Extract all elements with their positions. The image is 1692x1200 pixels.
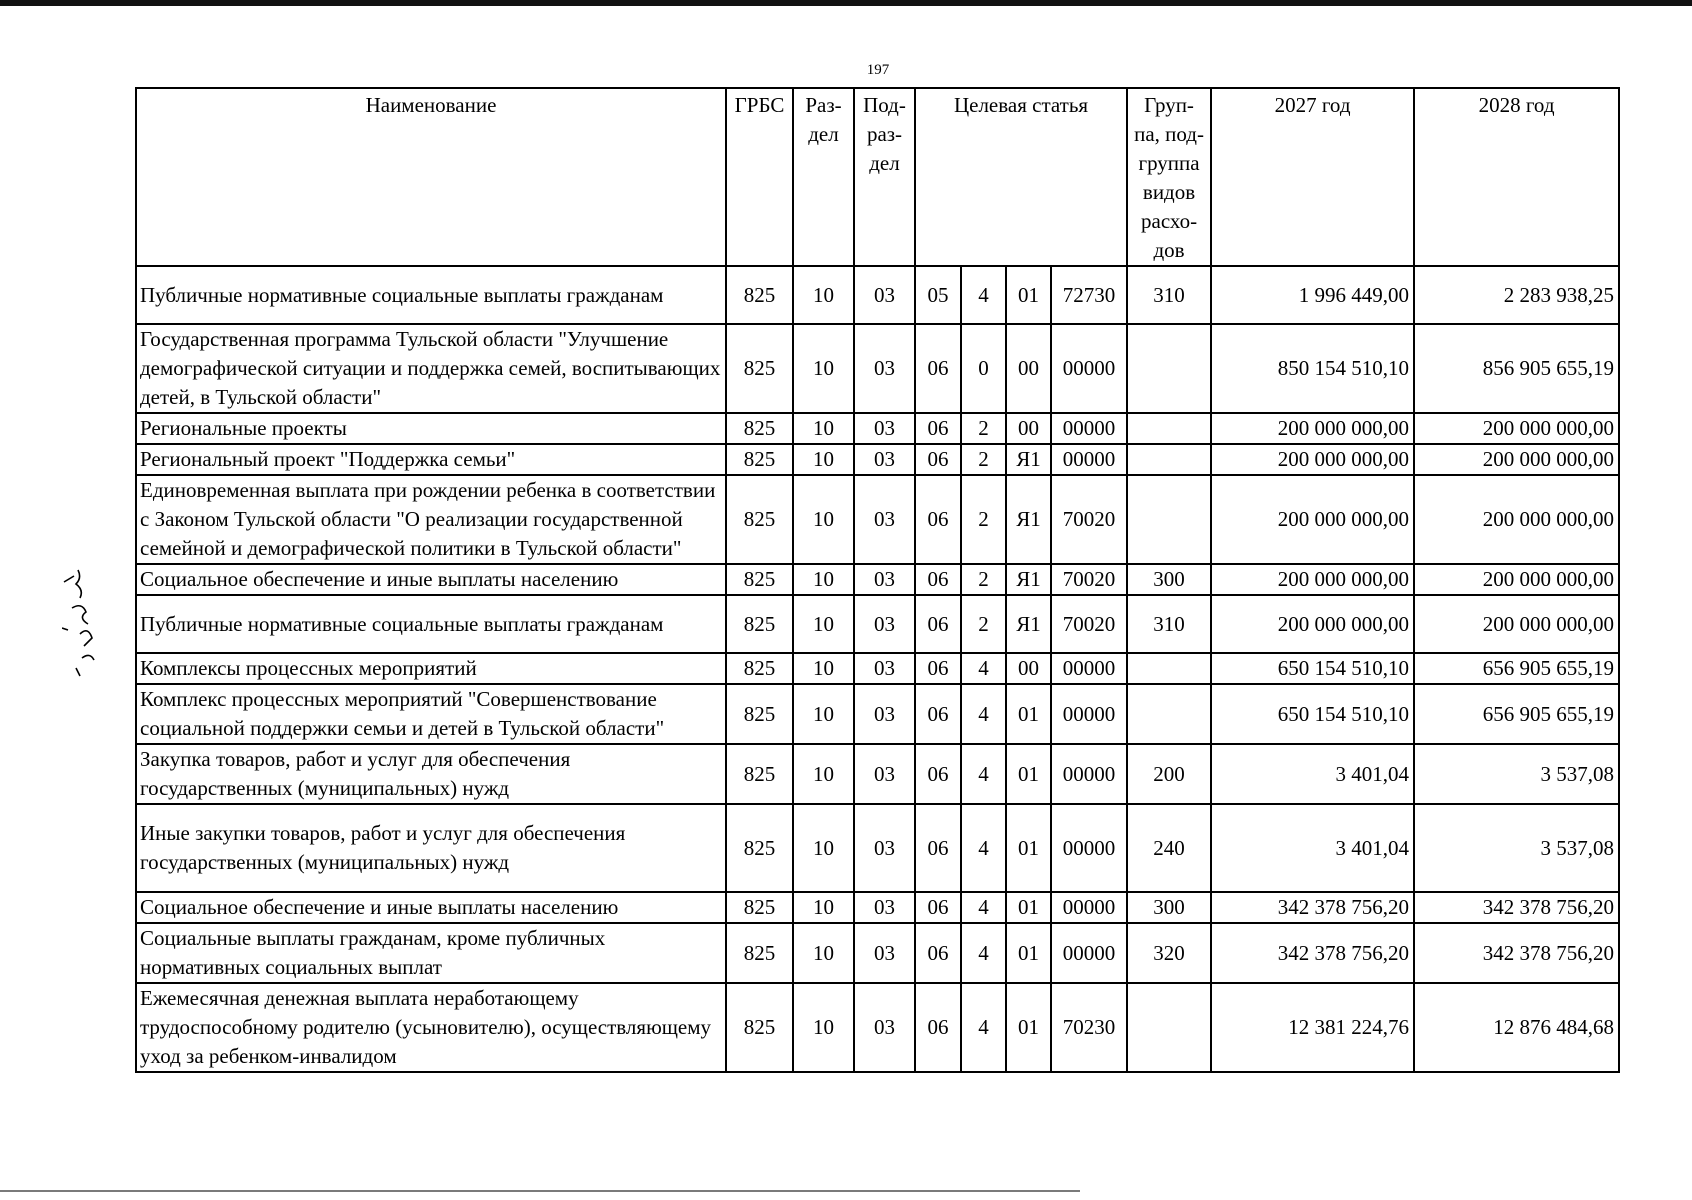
cell-name: Социальное обеспечение и иные выплаты населению: [136, 564, 726, 595]
cell-expense-group: [1127, 983, 1211, 1072]
cell-target-subprogram: Я1: [1006, 595, 1051, 653]
cell-target-type: 4: [961, 892, 1006, 923]
cell-2028: 12 876 484,68: [1414, 983, 1619, 1072]
cell-razdel: 10: [793, 892, 854, 923]
cell-2028: 3 537,08: [1414, 744, 1619, 804]
cell-name: Иные закупки товаров, работ и услуг для обеспечения государственных (муниципальных) нужд: [136, 804, 726, 892]
cell-target-type: 2: [961, 595, 1006, 653]
cell-target-program: 06: [915, 324, 961, 413]
cell-2027: 342 378 756,20: [1211, 892, 1414, 923]
cell-name: Государственная программа Тульской области "Улучшение демографической ситуации и поддержка семей, воспитывающих детей, в Тульской области": [136, 324, 726, 413]
cell-target-subprogram: 01: [1006, 804, 1051, 892]
table-row: [136, 413, 1619, 444]
cell-target-direction: 70230: [1051, 983, 1127, 1072]
cell-podrazdel: 03: [854, 653, 915, 684]
cell-target-direction: 70020: [1051, 564, 1127, 595]
cell-target-subprogram: Я1: [1006, 564, 1051, 595]
cell-target-direction: 00000: [1051, 653, 1127, 684]
cell-expense-group: [1127, 413, 1211, 444]
table-row: [136, 804, 1619, 892]
cell-razdel: 10: [793, 595, 854, 653]
cell-expense-group: [1127, 444, 1211, 475]
table-header-row: [136, 88, 1619, 266]
cell-grbs: 825: [726, 595, 793, 653]
table-row: [136, 983, 1619, 1072]
cell-razdel: 10: [793, 744, 854, 804]
cell-grbs: 825: [726, 475, 793, 564]
cell-podrazdel: 03: [854, 266, 915, 324]
cell-razdel: 10: [793, 653, 854, 684]
cell-target-program: 06: [915, 923, 961, 983]
cell-target-subprogram: 01: [1006, 744, 1051, 804]
table-row: [136, 892, 1619, 923]
cell-target-type: 2: [961, 564, 1006, 595]
cell-target-subprogram: Я1: [1006, 444, 1051, 475]
cell-2028: 2 283 938,25: [1414, 266, 1619, 324]
cell-2027: 650 154 510,10: [1211, 684, 1414, 744]
cell-target-subprogram: 01: [1006, 684, 1051, 744]
cell-2027: 200 000 000,00: [1211, 595, 1414, 653]
cell-name: Комплекс процессных мероприятий "Совершенствование социальной поддержки семьи и детей в Тульской области": [136, 684, 726, 744]
cell-grbs: 825: [726, 983, 793, 1072]
cell-podrazdel: 03: [854, 684, 915, 744]
cell-podrazdel: 03: [854, 475, 915, 564]
header-name: Наименование: [136, 88, 726, 266]
table-row: [136, 923, 1619, 983]
cell-target-program: 06: [915, 413, 961, 444]
cell-2028: 656 905 655,19: [1414, 653, 1619, 684]
cell-target-type: 2: [961, 444, 1006, 475]
cell-expense-group: 300: [1127, 564, 1211, 595]
cell-2027: 200 000 000,00: [1211, 444, 1414, 475]
cell-target-type: 4: [961, 923, 1006, 983]
cell-2028: 342 378 756,20: [1414, 892, 1619, 923]
cell-2028: 200 000 000,00: [1414, 564, 1619, 595]
cell-razdel: 10: [793, 684, 854, 744]
cell-podrazdel: 03: [854, 892, 915, 923]
cell-target-subprogram: 01: [1006, 923, 1051, 983]
cell-target-subprogram: 01: [1006, 892, 1051, 923]
cell-target-direction: 70020: [1051, 475, 1127, 564]
cell-podrazdel: 03: [854, 923, 915, 983]
cell-2027: 650 154 510,10: [1211, 653, 1414, 684]
cell-grbs: 825: [726, 923, 793, 983]
table-row: [136, 324, 1619, 413]
cell-name: Публичные нормативные социальные выплаты гражданам: [136, 266, 726, 324]
table-row: [136, 595, 1619, 653]
cell-target-program: 05: [915, 266, 961, 324]
cell-target-type: 4: [961, 804, 1006, 892]
cell-target-subprogram: 00: [1006, 413, 1051, 444]
cell-grbs: 825: [726, 892, 793, 923]
cell-grbs: 825: [726, 444, 793, 475]
cell-target-program: 06: [915, 595, 961, 653]
table-row: [136, 744, 1619, 804]
cell-podrazdel: 03: [854, 744, 915, 804]
cell-razdel: 10: [793, 413, 854, 444]
cell-target-type: 4: [961, 266, 1006, 324]
cell-target-direction: 00000: [1051, 892, 1127, 923]
cell-razdel: 10: [793, 324, 854, 413]
cell-expense-group: 240: [1127, 804, 1211, 892]
cell-2028: 200 000 000,00: [1414, 444, 1619, 475]
cell-target-program: 06: [915, 564, 961, 595]
cell-podrazdel: 03: [854, 324, 915, 413]
cell-name: Социальное обеспечение и иные выплаты населению: [136, 892, 726, 923]
cell-target-direction: 00000: [1051, 744, 1127, 804]
cell-expense-group: 320: [1127, 923, 1211, 983]
cell-2027: 200 000 000,00: [1211, 564, 1414, 595]
header-2027: 2027 год: [1211, 88, 1414, 266]
cell-2028: 200 000 000,00: [1414, 413, 1619, 444]
table-row: [136, 653, 1619, 684]
cell-podrazdel: 03: [854, 564, 915, 595]
table-row: [136, 564, 1619, 595]
cell-target-program: 06: [915, 444, 961, 475]
cell-podrazdel: 03: [854, 595, 915, 653]
cell-target-direction: 00000: [1051, 804, 1127, 892]
page-number: 197: [866, 62, 890, 78]
cell-2028: 342 378 756,20: [1414, 923, 1619, 983]
budget-table: [135, 87, 1620, 1073]
cell-2028: 3 537,08: [1414, 804, 1619, 892]
cell-target-direction: 00000: [1051, 684, 1127, 744]
cell-2027: 342 378 756,20: [1211, 923, 1414, 983]
cell-2028: 656 905 655,19: [1414, 684, 1619, 744]
cell-expense-group: 310: [1127, 266, 1211, 324]
cell-expense-group: [1127, 684, 1211, 744]
cell-2027: 12 381 224,76: [1211, 983, 1414, 1072]
cell-target-direction: 00000: [1051, 923, 1127, 983]
cell-target-program: 06: [915, 653, 961, 684]
cell-grbs: 825: [726, 744, 793, 804]
cell-razdel: 10: [793, 444, 854, 475]
cell-razdel: 10: [793, 475, 854, 564]
cell-target-subprogram: Я1: [1006, 475, 1051, 564]
cell-target-direction: 00000: [1051, 413, 1127, 444]
cell-expense-group: [1127, 475, 1211, 564]
cell-target-type: 2: [961, 413, 1006, 444]
cell-expense-group: [1127, 324, 1211, 413]
cell-podrazdel: 03: [854, 804, 915, 892]
cell-podrazdel: 03: [854, 444, 915, 475]
cell-razdel: 10: [793, 564, 854, 595]
cell-target-type: 4: [961, 983, 1006, 1072]
cell-grbs: 825: [726, 413, 793, 444]
cell-expense-group: [1127, 653, 1211, 684]
cell-target-direction: 00000: [1051, 444, 1127, 475]
cell-2027: 3 401,04: [1211, 744, 1414, 804]
cell-name: Ежемесячная денежная выплата неработающему трудоспособному родителю (усыновителю), осуществляющему уход за ребенком-инвалидом: [136, 983, 726, 1072]
header-2028: 2028 год: [1414, 88, 1619, 266]
cell-target-subprogram: 00: [1006, 653, 1051, 684]
cell-name: Единовременная выплата при рождении ребенка в соответствии с Законом Тульской области "О реализации государственной семейной и демографической политики в Тульской области": [136, 475, 726, 564]
header-podrazdel: Под- раз- дел: [854, 88, 915, 266]
cell-2028: 200 000 000,00: [1414, 595, 1619, 653]
cell-razdel: 10: [793, 983, 854, 1072]
header-razdel: Раз- дел: [793, 88, 854, 266]
cell-expense-group: 200: [1127, 744, 1211, 804]
cell-2027: 200 000 000,00: [1211, 475, 1414, 564]
cell-target-program: 06: [915, 804, 961, 892]
scan-edge-bottom: [0, 1190, 1080, 1192]
table-row: [136, 475, 1619, 564]
cell-target-subprogram: 01: [1006, 266, 1051, 324]
cell-grbs: 825: [726, 804, 793, 892]
cell-2028: 200 000 000,00: [1414, 475, 1619, 564]
cell-grbs: 825: [726, 324, 793, 413]
cell-name: Социальные выплаты гражданам, кроме публичных нормативных социальных выплат: [136, 923, 726, 983]
cell-target-program: 06: [915, 892, 961, 923]
cell-grbs: 825: [726, 266, 793, 324]
cell-target-program: 06: [915, 983, 961, 1072]
cell-2027: 1 996 449,00: [1211, 266, 1414, 324]
cell-target-program: 06: [915, 744, 961, 804]
cell-grbs: 825: [726, 564, 793, 595]
cell-2027: 850 154 510,10: [1211, 324, 1414, 413]
cell-expense-group: 300: [1127, 892, 1211, 923]
cell-2027: 200 000 000,00: [1211, 413, 1414, 444]
cell-expense-group: 310: [1127, 595, 1211, 653]
cell-target-direction: 72730: [1051, 266, 1127, 324]
cell-name: Закупка товаров, работ и услуг для обеспечения государственных (муниципальных) нужд: [136, 744, 726, 804]
cell-grbs: 825: [726, 653, 793, 684]
cell-grbs: 825: [726, 684, 793, 744]
handwritten-margin-signature: [62, 568, 132, 678]
header-grbs: ГРБС: [726, 88, 793, 266]
cell-name: Комплексы процессных мероприятий: [136, 653, 726, 684]
scan-edge-top: [0, 0, 1692, 6]
cell-name: Публичные нормативные социальные выплаты гражданам: [136, 595, 726, 653]
cell-target-type: 2: [961, 475, 1006, 564]
cell-target-type: 4: [961, 653, 1006, 684]
cell-target-subprogram: 01: [1006, 983, 1051, 1072]
cell-target-direction: 00000: [1051, 324, 1127, 413]
cell-podrazdel: 03: [854, 983, 915, 1072]
cell-target-type: 4: [961, 684, 1006, 744]
table-row: [136, 266, 1619, 324]
cell-target-type: 4: [961, 744, 1006, 804]
cell-podrazdel: 03: [854, 413, 915, 444]
header-target-article: Целевая статья: [915, 88, 1127, 266]
cell-name: Региональные проекты: [136, 413, 726, 444]
cell-razdel: 10: [793, 266, 854, 324]
cell-target-subprogram: 00: [1006, 324, 1051, 413]
cell-target-type: 0: [961, 324, 1006, 413]
cell-2027: 3 401,04: [1211, 804, 1414, 892]
cell-target-program: 06: [915, 684, 961, 744]
cell-2028: 856 905 655,19: [1414, 324, 1619, 413]
cell-target-direction: 70020: [1051, 595, 1127, 653]
cell-razdel: 10: [793, 804, 854, 892]
cell-target-program: 06: [915, 475, 961, 564]
cell-razdel: 10: [793, 923, 854, 983]
table-row: [136, 684, 1619, 744]
table-row: [136, 444, 1619, 475]
header-expense-group: Груп- па, под- группа видов расхо- дов: [1127, 88, 1211, 266]
cell-name: Региональный проект "Поддержка семьи": [136, 444, 726, 475]
